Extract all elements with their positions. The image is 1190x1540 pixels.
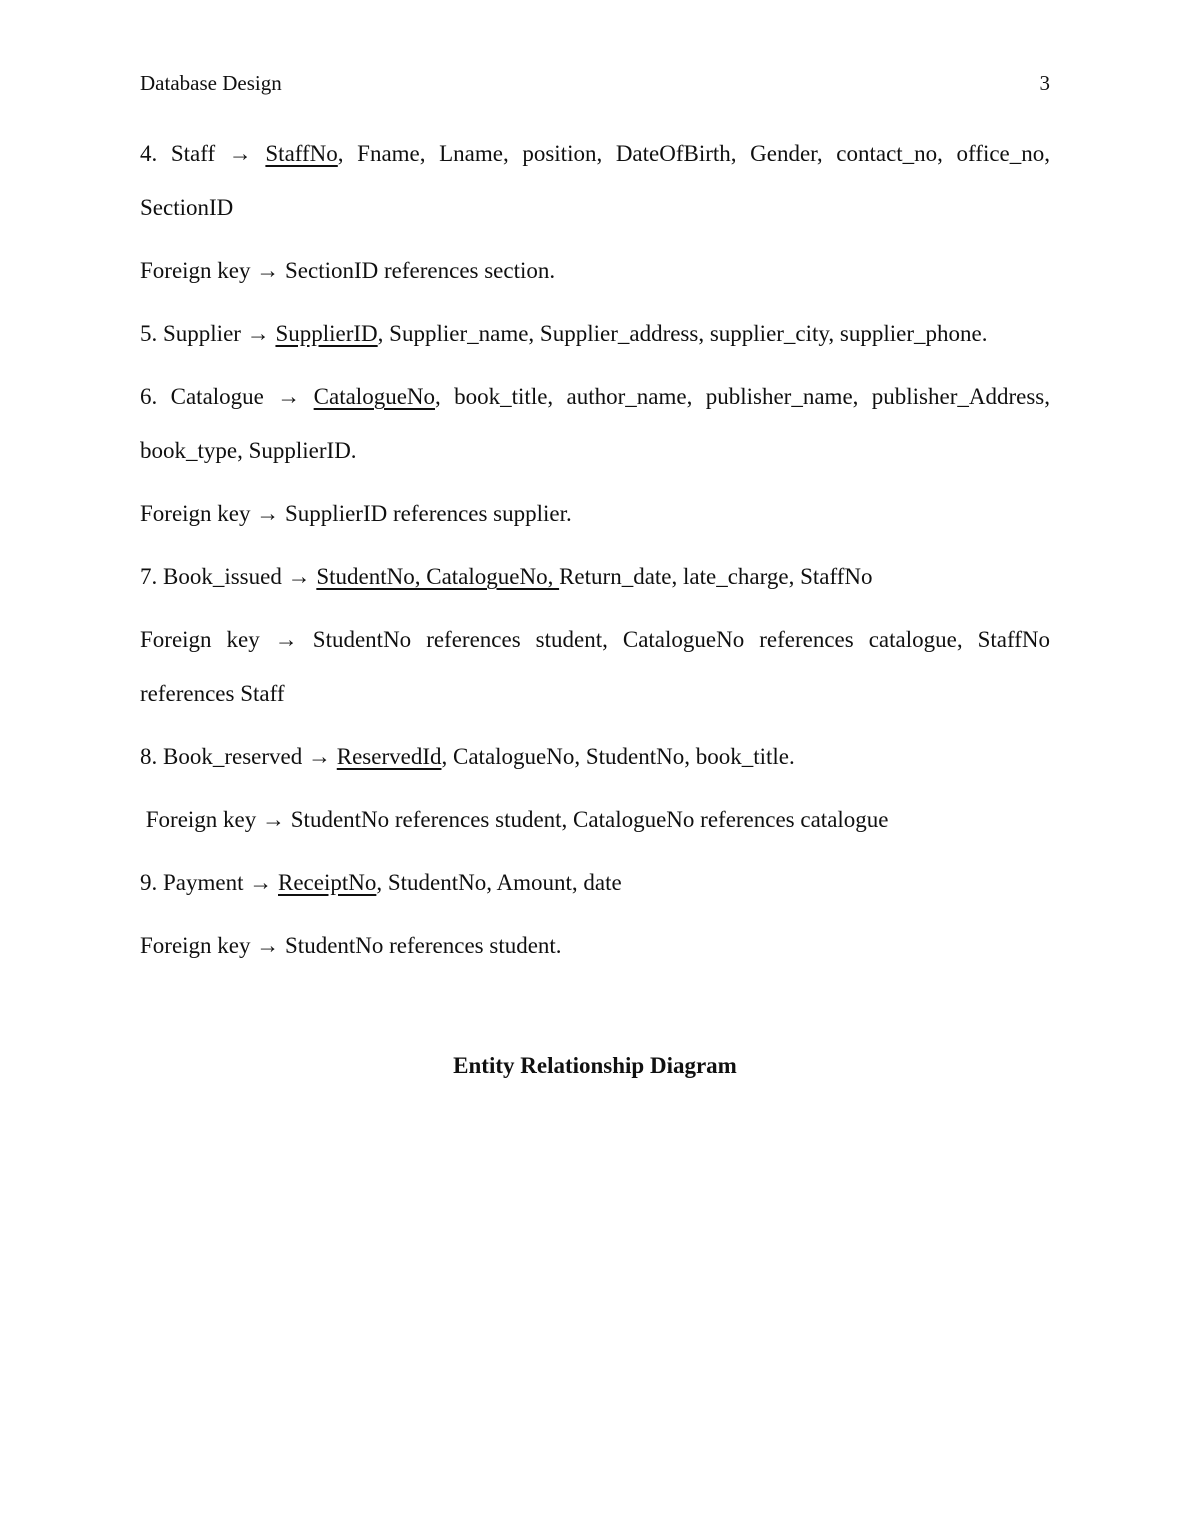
item-4-foreign-key [140, 244, 1050, 298]
text-segment: 7. Book_issued → [140, 564, 317, 589]
text-segment: Return_date, late_charge, StaffNo [559, 564, 873, 589]
text-segment: Foreign key → StudentNo references student, CatalogueNo references catalogue, StaffNo [140, 627, 1050, 652]
text-segment: references Staff [140, 681, 285, 706]
text-line [140, 667, 1050, 721]
text-line [140, 307, 1050, 361]
text-segment: 8. Book_reserved → [140, 744, 337, 769]
text-segment: 6. Catalogue → [140, 384, 314, 409]
text-line [140, 487, 1050, 541]
header-title: Database Design [140, 71, 282, 95]
text-line [140, 424, 1050, 478]
item-8-foreign-key [140, 793, 1050, 847]
text-line [140, 856, 1050, 910]
underlined-key-text: StaffNo [265, 141, 338, 166]
text-segment: book_type, SupplierID. [140, 438, 357, 463]
item-7-book-issued [140, 550, 1050, 604]
page-header [0, 0, 1190, 96]
text-segment: Foreign key → SectionID references section. [140, 258, 556, 283]
text-line [140, 730, 1050, 784]
item-6-catalogue [140, 370, 1050, 478]
item-6-foreign-key [140, 487, 1050, 541]
text-line [140, 181, 1050, 235]
text-segment: Foreign key → StudentNo references student. [140, 933, 562, 958]
text-line [140, 919, 1050, 973]
underlined-key-text: ReceiptNo [278, 870, 377, 895]
text-segment: , Supplier_name, Supplier_address, supplier_city, supplier_phone. [377, 321, 988, 346]
text-segment: Foreign key → StudentNo references student, CatalogueNo references catalogue [140, 807, 889, 832]
text-segment: 9. Payment → [140, 870, 278, 895]
text-segment: , StudentNo, Amount, date [376, 870, 622, 895]
item-4-staff [140, 127, 1050, 235]
text-line [140, 244, 1050, 298]
item-9-foreign-key [140, 919, 1050, 973]
text-segment: Foreign key → SupplierID references supplier. [140, 501, 572, 526]
text-segment: SectionID [140, 195, 234, 220]
text-line [140, 793, 1050, 847]
text-segment: , book_title, author_name, publisher_name, publisher_Address, [435, 384, 1051, 409]
document-body [0, 96, 1190, 973]
text-line [140, 550, 1050, 604]
text-line [140, 370, 1050, 424]
underlined-key-text: CatalogueNo [313, 384, 436, 409]
section-heading: Entity Relationship Diagram [453, 1053, 737, 1078]
text-line [140, 127, 1050, 181]
underlined-key-text: SupplierID [275, 321, 378, 346]
item-5-supplier [140, 307, 1050, 361]
underlined-key-text: StudentNo, CatalogueNo, [316, 564, 560, 589]
item-8-book-reserved [140, 730, 1050, 784]
item-9-payment [140, 856, 1050, 910]
text-line [140, 613, 1050, 667]
text-segment: 5. Supplier → [140, 321, 276, 346]
underlined-key-text: ReservedId [336, 744, 442, 769]
item-7-foreign-key [140, 613, 1050, 721]
text-segment: , Fname, Lname, position, DateOfBirth, Gender, contact_no, office_no, [337, 141, 1050, 166]
text-segment: , CatalogueNo, StudentNo, book_title. [441, 744, 795, 769]
text-segment: 4. Staff → [140, 141, 266, 166]
page-number: 3 [1039, 71, 1050, 95]
